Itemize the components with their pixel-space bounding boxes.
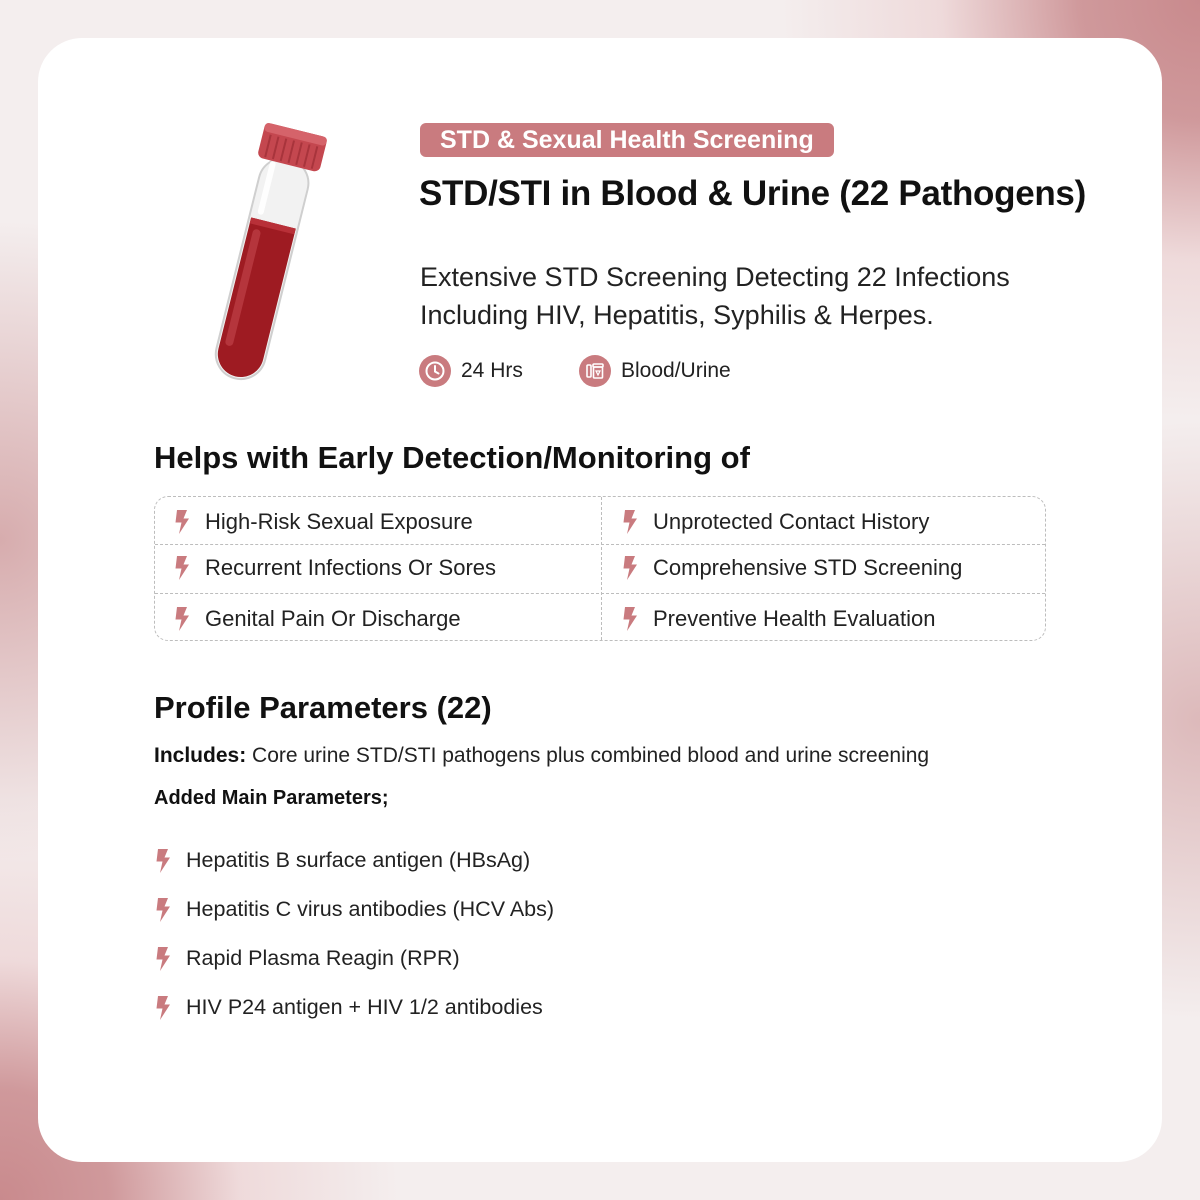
bolt-icon: [154, 996, 172, 1020]
blood-tube-image: [195, 122, 335, 392]
product-description: [420, 258, 1120, 334]
bolt-icon: [173, 556, 191, 580]
condition-item: High-Risk Sexual Exposure: [173, 509, 473, 535]
includes-label: Includes:: [154, 744, 247, 767]
bolt-icon: [621, 510, 639, 534]
condition-item: Recurrent Infections Or Sores: [173, 555, 496, 581]
description-line-2: Including HIV, Hepatitis, Syphilis & Herpes.: [420, 300, 934, 330]
condition-item: Comprehensive STD Screening: [621, 555, 962, 581]
includes-text: Core urine STD/STI pathogens plus combined blood and urine screening: [252, 744, 930, 767]
bolt-icon: [154, 898, 172, 922]
helps-heading: Helps with Early Detection/Monitoring of: [154, 440, 750, 475]
parameter-item: Rapid Plasma Reagin (RPR): [154, 934, 554, 983]
parameter-item: HIV P24 antigen + HIV 1/2 antibodies: [154, 983, 554, 1032]
grid-divider: [601, 497, 602, 640]
product-title: STD/STI in Blood & Urine (22 Pathogens): [419, 174, 1086, 213]
sample-type-info: [579, 355, 731, 387]
bolt-icon: [621, 556, 639, 580]
bolt-icon: [173, 607, 191, 631]
conditions-grid: [154, 496, 1046, 641]
sample-container-icon: [579, 355, 611, 387]
includes-line: [154, 744, 929, 768]
bolt-icon: [154, 947, 172, 971]
condition-item: Preventive Health Evaluation: [621, 606, 936, 632]
bolt-icon: [621, 607, 639, 631]
sample-type-label: Blood/Urine: [621, 359, 731, 382]
parameter-item: Hepatitis C virus antibodies (HCV Abs): [154, 885, 554, 934]
description-line-1: Extensive STD Screening Detecting 22 Infections: [420, 262, 1010, 292]
turnaround-info: [419, 355, 523, 387]
clock-icon: [419, 355, 451, 387]
grid-divider: [155, 593, 1045, 594]
category-badge: STD & Sexual Health Screening: [420, 123, 834, 157]
condition-item: Genital Pain Or Discharge: [173, 606, 461, 632]
added-parameters-label: Added Main Parameters;: [154, 787, 389, 809]
bolt-icon: [173, 510, 191, 534]
grid-divider: [155, 544, 1045, 545]
bolt-icon: [154, 849, 172, 873]
turnaround-label: 24 Hrs: [461, 359, 523, 382]
parameter-list: [154, 836, 554, 1032]
parameter-item: Hepatitis B surface antigen (HBsAg): [154, 836, 554, 885]
condition-item: Unprotected Contact History: [621, 509, 929, 535]
profile-heading: Profile Parameters (22): [154, 690, 492, 725]
